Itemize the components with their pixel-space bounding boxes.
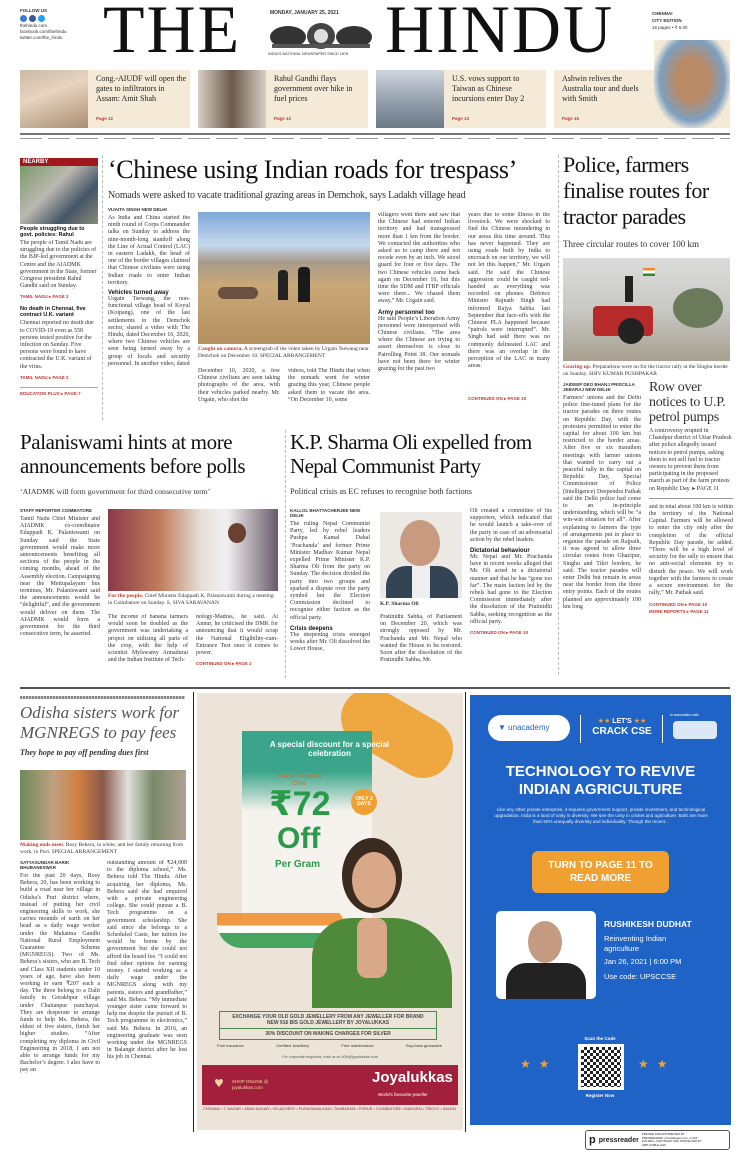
enquiries: For corporate enquiries, mail us at: b2b@joyalukkas.com bbox=[282, 1055, 378, 1059]
lead-headline[interactable]: ‘Chinese using Indian roads for trespass’ bbox=[108, 155, 517, 184]
register-label: Register Now bbox=[585, 1093, 615, 1098]
feature-insurance: Free insurance bbox=[217, 1043, 244, 1048]
oli-photo-caption: K.P. Sharma Oli bbox=[380, 601, 419, 607]
heart-logo-icon: ♥ bbox=[214, 1077, 224, 1090]
qr-code[interactable] bbox=[578, 1044, 624, 1090]
session-time: Jan 26, 2021 | 6:00 PM bbox=[604, 957, 682, 966]
lead-body: He said People’s Liberation Army personnel were interspersed with Chinese civilians. “The area where the Chinese are trying to assert themselves is close to Patrolling Point 38. Our nomads have not been there for winter grazing for the past two bbox=[378, 315, 460, 373]
offer-title: Grand Republic Offer bbox=[276, 773, 322, 787]
oli-col-2: Pratinidhi Sabha, of Parliament on December 20, which was strongly opposed by Mr. Prachanda and Mr. Nepal who wanted the House to be restored. Soon after the dissolution of the Pratinidhi Sabha, Mr. bbox=[380, 614, 462, 664]
palani-subhead: ‘AIADMK will form government for third consecutive term’ bbox=[20, 487, 211, 496]
star-icons-left: ★★ bbox=[520, 1057, 558, 1071]
farmers-headline[interactable]: Police, farmers finalise routes for tractor parades bbox=[563, 152, 709, 229]
teaser-2[interactable] bbox=[198, 70, 368, 128]
byline: SATYASUNDAR BARIK BHUBANESWAR bbox=[20, 860, 70, 870]
silver-text: 30% DISCOUNT ON MAKING CHARGES FOR SILVER bbox=[265, 1031, 391, 1037]
promo-code: Use code: UPSCCSE bbox=[604, 972, 677, 981]
continued-link[interactable]: CONTINUED ON ▸ PAGE 2 bbox=[196, 661, 252, 667]
odisha-photo bbox=[20, 770, 186, 840]
crosshead: Crisis deepens bbox=[290, 625, 333, 632]
odisha-rule bbox=[20, 696, 185, 699]
lead-col-1 bbox=[108, 207, 190, 417]
oli-headline[interactable]: K.P. Sharma Oli expelled from Nepal Communist Party bbox=[290, 430, 532, 478]
edition-type: CITY EDITION bbox=[652, 18, 682, 23]
oli-col-1 bbox=[290, 508, 370, 678]
section-nav-bar bbox=[20, 133, 730, 139]
ad-frame-line bbox=[465, 692, 466, 1132]
palani-col-1 bbox=[20, 508, 100, 678]
byline: VIJAITA SINGH NEW DELHI bbox=[108, 207, 167, 212]
link-web[interactable]: thehindu.com bbox=[20, 23, 48, 28]
masthead-title-hindu: HINDU bbox=[385, 0, 615, 67]
teaser-strip bbox=[20, 70, 730, 130]
joyalukkas-ad[interactable] bbox=[197, 693, 463, 1130]
caption-lead: For the people. bbox=[108, 593, 144, 599]
odisha-col-2: outstanding amount of ₹24,000 to the diploma school,” Ms. Behera told The Hindu. After acquiring her diploma, Ms. Behera said she had enquired with a private engineering college. She could pursue a B. Tech programme on a government scholarship. She said since she belongs to a Scheduled Caste, her tuition fee would be borne by the government but she could not afford the hostel fee. “I could not find other options for earning money. I started working as a daily wage under the MGNREGS along with my parents, sisters and grandfather,” said Ms. Behera. “My immediate younger sister came forward to help me despite the pursuit of B. Tech programme in electronics,” said Ms. Behera. In 2016, an engineering graduate was seen working under the MGNREGS in Balangir district after he lost his job in Chennai. bbox=[107, 860, 187, 1061]
brand-tagline: World's favourite jeweller bbox=[378, 1092, 428, 1097]
link-facebook[interactable]: facebook.com/thehindu bbox=[20, 29, 67, 34]
pressreader-brand: pressreader bbox=[598, 1136, 639, 1144]
edition: CHENNAI bbox=[652, 11, 673, 16]
odisha-caption bbox=[20, 842, 186, 855]
byline: JAIDEEP DEO BHANJ PRISCILLA JEBARAJ NEW DELHI bbox=[563, 382, 635, 392]
odisha-col-1 bbox=[20, 860, 100, 1130]
teaser-4[interactable] bbox=[554, 70, 730, 128]
nearby-body: The people of Tamil Nadu are struggling due to the policies of the BJP-led government at the Centre and the AIADMK government in the State, former Congress president Rahul Gandhi said on Sunday. bbox=[20, 240, 97, 290]
date: MONDAY, JANUARY 25, 2021 bbox=[270, 10, 339, 16]
teaser-page: Page 12 bbox=[274, 116, 292, 121]
exchange-text: EXCHANGE YOUR OLD GOLD JEWELLERY FROM ANY JEWELLER FOR BRAND NEW 916 BIS GOLD JEWELLERY BY JOYALUKKAS bbox=[220, 1012, 436, 1029]
hindu-emblem-icon bbox=[673, 721, 717, 739]
palani-body: nology-Madras, he said. At Annur, he criticised the DMK for announcing that it would scrap the National Eligibility-cum-Entrance Test once it comes to power. bbox=[196, 614, 278, 657]
nearby-ref[interactable]: EDUCATION PLUS ▸ PAGE 7 bbox=[20, 387, 98, 397]
teaser-photo bbox=[20, 70, 88, 128]
lead-subhead: Nomads were asked to vacate traditional grazing areas in Demchok, says Ladakh village head bbox=[108, 190, 466, 201]
nearby-body: Chennai reported no death due to COVID-19 even as 558 persons tested positive for the infection on Sunday. Five persons were found to have contracted the U.K. variant of the virus. bbox=[20, 320, 94, 370]
row-headline[interactable]: Row over notices to U.P. petrol pumps bbox=[649, 380, 726, 425]
farmers-caption bbox=[563, 364, 730, 377]
pages-price: 16 pages • ₹ 6.00 bbox=[652, 25, 688, 30]
crack-cse: ★★ LET'S ★★ CRACK CSE bbox=[586, 717, 658, 738]
masthead-title-the: THE bbox=[103, 0, 242, 67]
feature-maintenance: Free maintenance bbox=[341, 1043, 374, 1048]
caption-text: A screengrab of the video taken by Urgain Tsewang near Demchok on December 10. SPECIAL ARRANGEMENT bbox=[198, 346, 369, 359]
teaser-headline: U.S. vows support to Taiwan as Chinese incursions enter Day 2 bbox=[452, 74, 525, 103]
odisha-headline[interactable]: Odisha sisters work for MGNREGS to pay fees bbox=[20, 703, 180, 742]
feature-certified: Certified Jewellery bbox=[276, 1043, 309, 1048]
lead-col-4 bbox=[378, 212, 460, 418]
ad-tagline: A special discount for a special celebration bbox=[269, 740, 390, 758]
caption-text: Rosy Behera, in white, and her family returning from work, in Puri. SPECIAL ARRANGEMENT bbox=[20, 842, 184, 855]
row-and-farmers-col-2 bbox=[649, 380, 733, 615]
unacademy-brand: unacademy bbox=[508, 723, 550, 732]
web-icon bbox=[20, 15, 27, 22]
store-list: CHENNAI • T. NAGAR • ANNA NAGAR • VELACHERY • PURASAWALKAM • TAMBARAM • PORUR • COIMBATORE • MADURAI • TRICHY • SALEM bbox=[203, 1107, 456, 1111]
farmers-body: and in total about 100 km is within the territory of the National Capital. Farmers will be allowed to enter the city only after the completion of the official Republic Day parade, he added. “There will be a high level of security for the rally to ensure that no anti-social elements try to disturb the peace. We will work together with the farmers to create a secure environment for the rally,” Mr. Pathak said. bbox=[649, 503, 733, 597]
scan-label: Scan the Code bbox=[584, 1036, 616, 1041]
joyalukkas-banner bbox=[202, 1065, 458, 1105]
teaser-photo bbox=[654, 40, 730, 128]
link-twitter[interactable]: twitter.com/the_hindu bbox=[20, 35, 63, 40]
masthead-emblem-icon bbox=[268, 22, 374, 50]
palani-headline[interactable]: Palaniswami hints at more announcements before polls bbox=[20, 430, 246, 478]
crack-line-2: CRACK CSE bbox=[592, 726, 652, 737]
unacademy-logo bbox=[488, 715, 570, 741]
teaser-1[interactable] bbox=[20, 70, 190, 128]
caption-text: Chief Minister Edappadi K. Palaniswami during a meeting in Coimbatore on Sunday. S. SIVA SARAVANAN bbox=[108, 593, 274, 606]
lead-col-3: videos, told The Hindu that when the nomads went for winter grazing this year, Chinese people asked them to vacate the area. “On December 10, some bbox=[288, 368, 370, 403]
lead-caption bbox=[198, 346, 370, 359]
feature-row bbox=[217, 1043, 442, 1048]
lead-body: As India and China started the ninth round of Corps Commander talks on Sunday to address the nine-month-long standoff along the Line of Actual Control (LAC) in eastern Ladakh, the head of one of the border villages claimed that Chinese civilians were using Indian roads to enter Indian territory. bbox=[108, 215, 190, 286]
offer-per-gram: Per Gram bbox=[275, 859, 321, 870]
offer-amount: ₹72 bbox=[269, 785, 331, 823]
teaser-page: Page 15 bbox=[562, 116, 580, 121]
farmers-photo bbox=[563, 258, 730, 361]
more-reports-link[interactable]: MORE REPORTS ▸ PAGE 11 bbox=[649, 609, 709, 615]
pressreader-badge[interactable] bbox=[585, 1130, 730, 1150]
farmers-body: Farmers’ unions and the Delhi police fine-tuned plans for the tractor parades on three routes on Republic Day, with the protesters permitted to enter the capital for about 100 km but restricted to the border areas. After five or six marathon meetings with farmer unions that wanted to carry out a peaceful rally in the capital on Republic Day, Special Commissioner of Police (Intelligence) Deependra Pathak said the Delhi police had come to an in-principle understanding, which will be “a win-win situation for all”. After explaining to farmers the type of arrangements put in place to organise the parade on Rajpath, it was agreed to allow three circular routes from Ghazipur, Singhu and Tikri borders, he said. The tractor parades will enter Delhi but remain in areas near the border from the three entry points. Each of the routes planned are approximately 100 km long bbox=[563, 395, 641, 610]
continued-link[interactable]: CONTINUED ON ▸ PAGE 10 bbox=[649, 602, 708, 608]
crosshead: Vehicles turned away bbox=[108, 290, 169, 297]
follow-label: FOLLOW US bbox=[20, 8, 47, 13]
pressreader-info: PRINTED AND DISTRIBUTED BY PRESSREADER • PressReader.com +1 604 278 4604 • COPYRIGHT AND PROTECTED BY APPLICABLE LAW bbox=[641, 1132, 702, 1147]
nearby-headline[interactable]: No death in Chennai, five contract U.K. variant bbox=[20, 306, 86, 319]
tagline: INDIA'S NATIONAL NEWSPAPER SINCE 1878 bbox=[268, 52, 349, 56]
teaser-photo bbox=[376, 70, 444, 128]
offer-badge: ONLY 2 DAYS bbox=[351, 789, 377, 815]
row-body: A controversy erupted in Chandpur district of Uttar Pradesh after police allegedly issued notices to petrol pumps, asking them to not sell fuel to tractor owners to prevent them from participating in the proposed march as part of the farm protests on Republic Day. ▸ PAGE 11 bbox=[649, 428, 733, 499]
offer-off: Off bbox=[277, 822, 321, 855]
palani-photo bbox=[108, 509, 278, 591]
teaser-photo bbox=[198, 70, 266, 128]
teaser-3[interactable] bbox=[376, 70, 546, 128]
lead-col-5 bbox=[468, 212, 550, 418]
oli-body: Mr. Nepal and Mr. Prachanda have in recent weeks alleged that Mr. Oli acted in a dictatorial manner and that he has “gone too far”. The main faction led by the rebels had gone to the Election Commission immediately after the dissolution of the Pratinidhi Sabha, seeking recognition as the official party. bbox=[470, 554, 552, 625]
oli-col-3 bbox=[470, 508, 552, 678]
crosshead: Army personnel too bbox=[378, 309, 435, 316]
teaser-page: Page 13 bbox=[452, 116, 470, 121]
unacademy-ad[interactable] bbox=[470, 695, 731, 1125]
palani-col-3 bbox=[196, 614, 278, 676]
edition-info bbox=[652, 10, 687, 31]
session-topic: Reinventing Indian agriculture bbox=[604, 934, 667, 953]
oli-photo bbox=[380, 512, 462, 598]
nearby-ref[interactable]: TAMIL NADU ▸ PAGE 2 bbox=[20, 294, 69, 300]
exchange-box bbox=[219, 1011, 437, 1040]
palani-col-2: The income of banana farmers would soon be doubled as the government was undertaking a project on utilising all parts of the crop, with the help of scientist Mylswamy Annadurai and the Indian Institute of Tech- bbox=[108, 614, 188, 664]
lead-body: Urgain Tsewang, the non-functional village head of Koyul (Koipang), one of the last settlements in the Demchok sector, shared a video with The Hindu, dated December 16, 2020, where two Chinese vehicles are seen being turned away by a group of locals and security personnel. In another video, dated bbox=[108, 296, 190, 367]
star-icons-right: ★★ bbox=[638, 1057, 676, 1071]
ad-blurb: Like any other private enterprise, it requires government support, private investment, and technological upgradation. India is a land of unity in diversity. We see the unity in cricket and agriculture. Both are more than 50% unequally diversity and individuality. Though the recent... bbox=[494, 807, 708, 824]
lead-col-2: December 10, 2020, a few Chinese civilians are seen taking photographs of the area, with their vehicles parked nearby. Mr. Urgain, who shot the bbox=[198, 368, 280, 403]
feature-buyback: Buy-back guarantee bbox=[406, 1043, 442, 1048]
palani-caption bbox=[108, 593, 278, 606]
unacademy-cup-icon: ▼ bbox=[498, 723, 506, 732]
association-label: In association with bbox=[670, 713, 699, 717]
teaser-headline: Cong.-AIUDF will open the gates to infiltrators in Assam: Amit Shah bbox=[96, 74, 187, 103]
ad-frame-line bbox=[193, 692, 194, 1132]
read-more-button[interactable]: TURN TO PAGE 11 TO READ MORE bbox=[532, 851, 669, 893]
farmers-subhead: Three circular routes to cover 100 km bbox=[563, 239, 699, 249]
lead-photo bbox=[198, 212, 370, 344]
nearby-headline[interactable]: People struggling due to govt. policies: Rahul bbox=[20, 226, 85, 238]
teaser-headline: Rahul Gandhi flays government over hike in fuel prices bbox=[274, 74, 353, 103]
divider bbox=[20, 687, 730, 689]
twitter-icon bbox=[38, 15, 45, 22]
oli-subhead: Political crisis as EC refuses to recognise both factions bbox=[290, 487, 473, 496]
oli-body: The deepening crisis emerged weeks after Mr. Oli dissolved the Lower House, bbox=[290, 631, 370, 653]
speaker-name: RUSHIKESH DUDHAT bbox=[604, 919, 692, 929]
caption-lead: Making ends meet. bbox=[20, 842, 65, 848]
oli-body: Oli created a committee of his supporters, which indicated that he would launch a take-over of the party in case of an adversarial action by the rebel leaders. bbox=[470, 508, 552, 543]
palani-body: Tamil Nadu Chief Minister and AIADMK co-coordinator Edappadi K. Palaniswami on Sunday said the State government would make more announcements benefiting all sections of the people in the coming months, ahead of the Assembly election. Campaigning near the Mettupalayam bus terminus, Mr. Palaniswami said the announcements would be “delightful”, and the government would deliver on them. The AIADMK would form a government for the third consecutive term, he asserted. bbox=[20, 516, 100, 638]
caption-lead: Gearing up. bbox=[563, 364, 592, 370]
byline: KALLOL BHATTACHERJEE NEW DELHI bbox=[290, 508, 361, 518]
continued-link[interactable]: CONTINUED ON ▸ PAGE 10 bbox=[470, 630, 529, 636]
nearby-sidebar bbox=[20, 158, 98, 397]
byline: STAFF REPORTER COIMBATORE bbox=[20, 508, 92, 513]
caption-lead: Caught on camera. bbox=[198, 346, 243, 352]
nearby-photo bbox=[20, 166, 98, 224]
lead-body: years due to some illness in the livestock. We were shocked to find the Chinese meandering in our areas this time around. This has never happened. They are using roads built by India to encroach on our territory, we will not let this happen,” Mr. Urgain said. He said the Chinese aggression could be caught red-handed as everything was recorded on phones. Defence Minister Rajnath Singh had informed Rajya Sabha last September that face-offs with the Chinese PLA happened because “patrols were interrupted”. Mr. Singh had said there was no commonly delineated LAC and there was an overlap in the perception of the LAC in many areas. bbox=[468, 212, 550, 370]
model-photo bbox=[312, 838, 452, 1008]
caption-text: Preparations were on for the tractor rally at the Singhu border on Sunday. SHIV KUMAR PUSHPAKAR bbox=[563, 364, 729, 377]
crack-line-1: LET'S bbox=[612, 718, 632, 725]
social-links bbox=[20, 8, 100, 41]
continued-link[interactable]: CONTINUED ON ▸ PAGE 10 bbox=[468, 396, 527, 401]
speaker-photo bbox=[496, 911, 596, 999]
farmers-col-1 bbox=[563, 382, 641, 678]
ad-title: TECHNOLOGY TO REVIVE INDIAN AGRICULTURE bbox=[505, 763, 696, 798]
nearby-label: NEARBY bbox=[20, 158, 98, 166]
teaser-page: Page 12 bbox=[96, 116, 114, 121]
pressreader-logo-icon: p bbox=[589, 1134, 596, 1146]
lead-body: villagers went there and saw that the Chinese had entered Indian territory and had transgressed more than 1 km from the border. We contacted the authorities who asked us to camp there and not recede even by an inch. We stood guard for four or five days. The two Chinese vehicles came back again on December 16, but this time the SDM and ITBP officials were there... We chased them away,” Mr. Urgain said. bbox=[378, 212, 460, 305]
odisha-subhead: They hope to pay off pending dues first bbox=[20, 748, 149, 757]
nearby-ref[interactable]: TAMIL NADU ▸ PAGE 2 bbox=[20, 374, 69, 380]
crosshead: Dictatorial behaviour bbox=[470, 548, 530, 555]
odisha-body: For the past 20 days, Rosy Behera, 20, has been working to build a road near her village in Odisha’s Puri district where, instead of putting her civil engineering skills to work, she carries mounds of earth on her head as a daily wage worker under the Mahatma Gandhi National Rural Employment Guarantee Scheme (MGNREGS). Two of Ms. Behera’s sisters, who are B. Tech and Class XII students under 10 years of age, have also been working to earn ₹207 each a day. The three belong to a Dalit family in Gorakhpur village under Chaitanpur panchayat. They are desperate to arrange funds to help Ms. Behera, the eldest of five sisters, finish her higher studies. “After completing my diploma in Civil Engineering in 2018, I am not able to arrange funds for my Bachelor’s degree. I also have to pay an bbox=[20, 873, 100, 1074]
teaser-headline: Ashwin relives the Australia tour and duels with Smith bbox=[562, 74, 639, 103]
oli-body: The ruling Nepal Communist Party, led by rebel leaders Pushpa Kamal Dahal ‘Prachanda’ and former Prime Minister Madhav Kumar Nepal expelled Prime Minister K.P. Sharma Oli from the party on Sunday. The decision divided the party into two groups and sparked a dispute over the party symbol but the Election Commission declined to recognise either faction as the official party. bbox=[290, 521, 370, 621]
shop-online[interactable]: SHOP ONLINE @ joyalukkas.com bbox=[232, 1079, 269, 1090]
joyalukkas-logo: Joyalukkas bbox=[372, 1069, 453, 1086]
facebook-icon bbox=[29, 15, 36, 22]
